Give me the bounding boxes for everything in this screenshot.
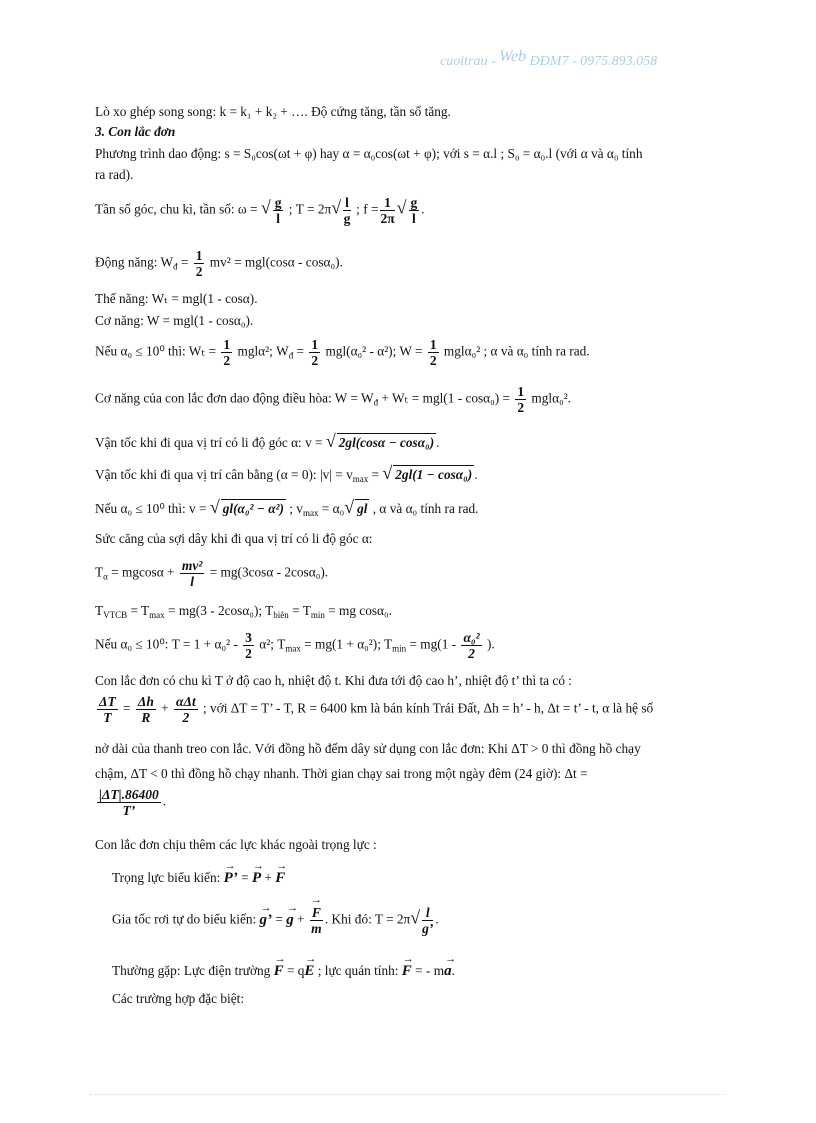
text-line: Con lắc đơn chịu thêm các lực khác ngoài trọng lực : (95, 837, 377, 852)
formula-apparent-gravity-force: Trọng lực biểu kiến: → P’ = → P + → F (112, 869, 285, 887)
header-web: Web (499, 48, 527, 65)
formula-angular-frequency: Tần số góc, chu kì, tần số: ω = √ $\frac{g}{l}$ ; T = 2π√ $\frac{l}{g}$ ; f = $\frac{1}{2\pi}$ √ $\frac{g}{l}$ . (95, 195, 425, 226)
text-line: ra rad). (95, 167, 134, 182)
header-right: ĐĐM7 - 0975.893.058 (529, 54, 658, 69)
text-line: Các trường hợp đặc biệt: (112, 991, 245, 1006)
section-heading: 3. Con lắc đơn (95, 124, 176, 139)
formula-velocity: Vận tốc khi đi qua vị trí có li độ góc α: v = √ 2gl(cosα − cosα₀) . (95, 431, 440, 451)
footer-divider (90, 1094, 726, 1095)
text-line: Sức căng của sợi dây khi đi qua vị trí có li độ góc α: (95, 531, 373, 546)
formula-tension: $T_\alpha = mgcos\alpha$ + $\frac{\text{mv²}}{l}$ = mg(3cosα - 2cosα₀). (95, 558, 329, 589)
formula-harmonic-energy: Cơ năng của con lắc đơn dao động điều hòa: $W = W_đ + W_t = mgl(1 - \cos\alpha_0)$ = $\frac{1}{2}$ mglα₀². (95, 384, 572, 415)
formula-mechanical-energy: Cơ năng: W = mgl(1 - cosα₀). (95, 313, 254, 328)
formula-time-error: $\frac{|\Delta T|.86400}{T’}$ . (99, 787, 167, 818)
text-line: chậm, ΔT < 0 thì đồng hồ chạy nhanh. Thời gian chạy sai trong một ngày đêm (24 giờ): Δt = (95, 766, 588, 781)
formula-small-angle-tension: Nếu α₀ ≤ 10⁰: T = 1 + α₀² - $\frac{3}{2}$ α²; $T_{max} = mg(1 + \alpha_0^2)$; $T_{min} = mg(1$ - $\frac{\text{α₀²}}{2}$ ). (95, 630, 495, 661)
formula-max-velocity: Vận tốc khi đi qua vị trí cân bằng (α = 0): $|v| = v_{max}$ = √ 2gl(1 − cosα₀) . (95, 463, 478, 484)
header-left: cuoitrau - (440, 54, 496, 69)
text-line: Con lắc đơn có chu kì T ở độ cao h, nhiệt độ t. Khi đưa tới độ cao h’, nhiệt độ t’ thì ta có : (95, 673, 572, 688)
formula-apparent-acceleration: Gia tốc rơi tự do biểu kiến: → g’ = → g + → $\frac{F}{m}$ . Khi đó: T = 2π√ $\frac{l}{g’}$ . (112, 905, 439, 936)
formula-tension-extremes: $T_{VTCB} = T_{max} = mg(3 - 2\cos\alpha_0)$; $T_{biên} = T_{min}$ = mg cosα₀. (95, 603, 392, 620)
formula-common-forces: Thường gặp: Lực điện trường → F = q→ E ; lực quán tính: → F = - m→ a. (112, 962, 455, 980)
page-header (440, 48, 740, 70)
text-line: Lò xo ghép song song: k = k₁ + k₂ + …. Độ cứng tăng, tần số tăng. (95, 104, 451, 119)
formula-potential-energy: Thế năng: Wₜ = mgl(1 - cosα). (95, 291, 258, 306)
formula-kinetic-energy: Động năng: $W_đ$ = $\frac{1}{2}$ mv² = mgl(cosα - cosα₀). (95, 248, 343, 279)
text-line: nở dài của thanh treo con lắc. Với đồng hồ đếm dây sử dụng con lắc đơn: Khi ΔT > 0 thì đồng hồ chạy (95, 741, 641, 756)
formula-period-change: $\frac{\Delta T}{T}$ = $\frac{\Delta h}{R}$ + $\frac{\text{αΔt}}{2}$ ; với ΔT = T’ - T, R = 6400 km là bán kính Trái Đất, Δh = h’ - h, Δt = t’ - t, α là hệ số (99, 694, 654, 725)
text-line: Phương trình dao động: s = S₀cos(ωt + φ) hay α = α₀cos(ωt + φ); với s = α.l ; S₀ = α₀.l (với α và α₀ tính (95, 146, 643, 161)
formula-small-angle-energy: Nếu α₀ ≤ 10⁰ thì: Wₜ = $\frac{1}{2}$ mglα²; $W_đ$ = $\frac{1}{2}$ mgl(α₀² - α²); W = $\frac{1}{2}$ mglα₀² ; α và α₀ tính ra rad. (95, 337, 590, 368)
formula-small-angle-velocity: Nếu α₀ ≤ 10⁰ thì: v = √ gl(α₀² − α²) ; $v_{max} = \alpha_0√$ gl , α và α₀ tính ra rad. (95, 497, 479, 518)
